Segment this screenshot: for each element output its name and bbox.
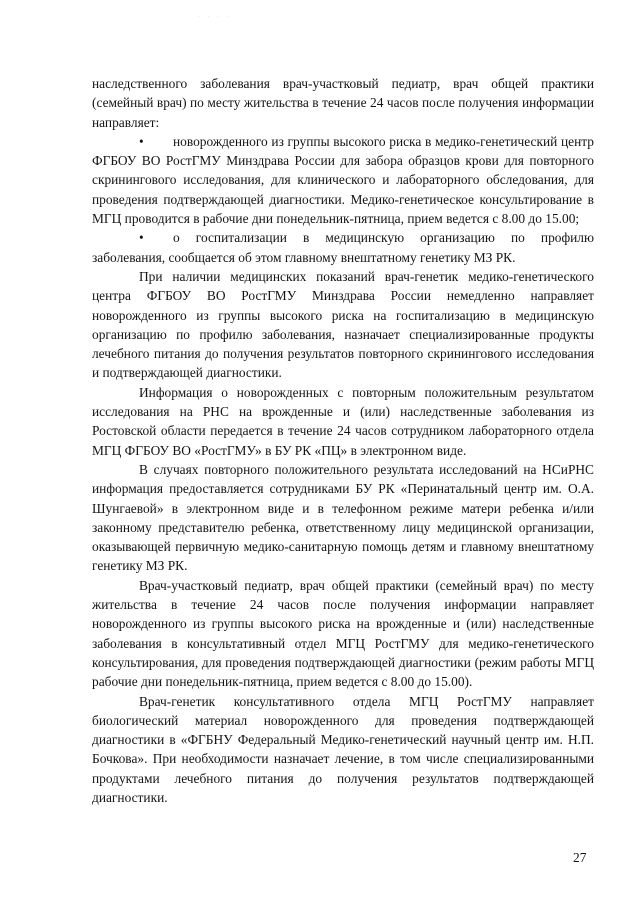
- paragraph-intro: наследственного заболевания врач-участковый педиатр, врач общей практики (семейный врач) по месту жительства в течение 24 часов после получения информации направляет:: [92, 76, 594, 130]
- paragraph-geneticist-biomaterial: Врач-генетик консультативного отдела МГЦ РостГМУ направляет биологический материал новорожденного для проведения подтверждающей диагностики в «ФГБНУ Федеральный Медико-генетический научный центр им. Н.П. Бочкова». При необходимости назначает лечение, в том числе специализированными продуктами лечебного питания до получения результатов подтверждающей диагностики.: [92, 693, 594, 805]
- paragraph-medical-indications: При наличии медицинских показаний врач-генетик медико-генетического центра ФГБОУ ВО РостГМУ Минздрава России немедленно направляет новорожденного из группы высокого риска на госпитализацию в медицинскую организацию по профилю заболевания, назначает специализированные продукты лечебного питания до получения результатов повторного скринингового исследования и подтверждающей диагностики.: [92, 268, 594, 381]
- paragraph-information-transfer: Информация о новорожденных с повторным положительным результатом исследования на РНС на врожденные и (или) наследственные заболевания из Ростовской области передается в течение 24 часов сотрудником лабораторного отдела МГЦ ФГБОУ ВО «РостГМУ» в БУ РК «ПЦ» в электронном виде.: [92, 384, 594, 458]
- document-body: [92, 74, 594, 807]
- bullet-item-text: о госпитализации в медицинскую организацию по профилю заболевания, сообщается об этом главному внештатному генетику МЗ РК.: [92, 230, 594, 265]
- paragraph-repeat-positive: В случаях повторного положительного результата исследований на НСиРНС информация предоставляется сотрудниками БУ РК «Перинатальный центр им. О.А. Шунгаевой» в электронном виде и в телефонном режиме матери ребенка и/или законному представителю ребенка, ответственному лицу медицинской организации, оказывающей первичную медико-санитарную помощь детям и главному внештатному генетику МЗ РК.: [92, 461, 594, 574]
- bullet-marker: •: [139, 133, 144, 149]
- page-number: 27: [573, 850, 587, 865]
- bullet-item-hospitalization: [92, 228, 594, 267]
- scan-artifact: · · · ·: [198, 14, 232, 20]
- bullet-marker: •: [139, 230, 144, 246]
- bullet-item-text: новорожденного из группы высокого риска в медико-генетический центр ФГБОУ ВО РостГМУ Минздрава России для забора образцов крови для повторного скринингового исследования, для клинического и лабораторного обследования, для проведения подтверждающей диагностики. Медико-генетическое консультирование в МГЦ проводится в рабочие дни понедельник-пятница, прием ведется с 8.00 до 15.00;: [92, 133, 594, 227]
- bullet-item-newborn-referral: [92, 132, 594, 228]
- paragraph-pediatrician-referral: Врач-участковый педиатр, врач общей практики (семейный врач) по месту жительства в течение 24 часов после получения информации направляет новорожденного из группы высокого риска на врожденные и (или) наследственные заболевания в консультативный отдел МГЦ РостГМУ для медико-генетического консультирования, для проведения подтверждающей диагностики (режим работы МГЦ рабочие дни понедельник-пятница, прием ведется с 8.00 до 15.00).: [92, 577, 594, 690]
